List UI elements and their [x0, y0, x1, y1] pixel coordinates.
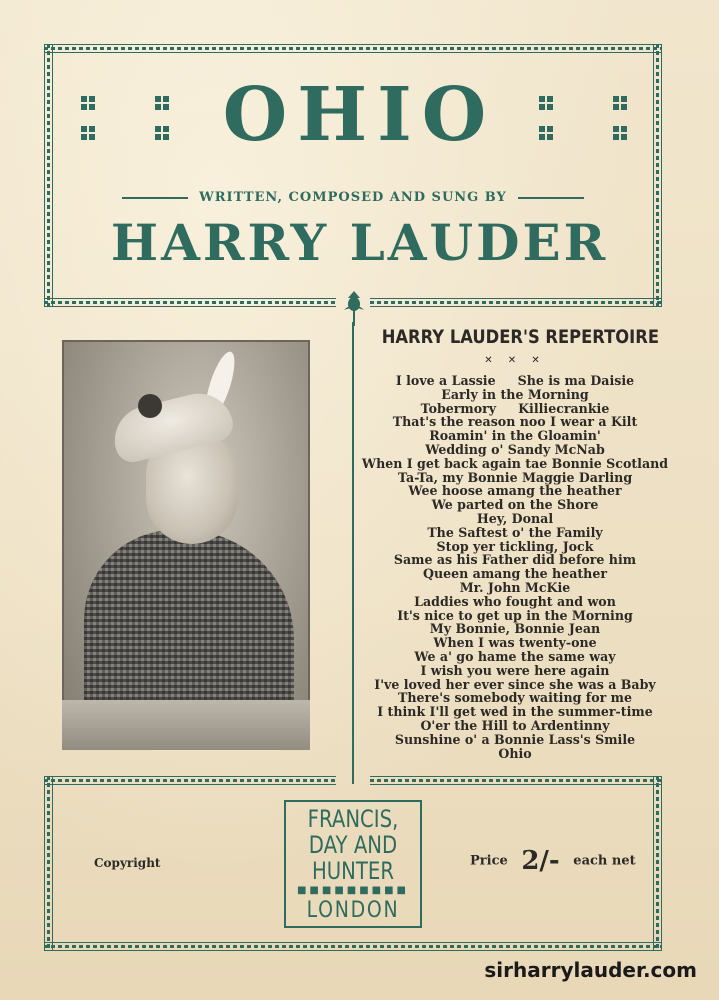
website-watermark: sirharrylauder.com — [484, 958, 697, 982]
thistle-icon — [341, 290, 367, 326]
song-title-item: Laddies who fought and won — [414, 593, 616, 609]
song-title-item: Queen amang the heather — [422, 566, 607, 582]
bottom-frame-top-edge — [44, 776, 336, 785]
song-title-item: I love a Lassie — [395, 373, 496, 388]
price-value: 2/- — [521, 846, 560, 876]
repertoire-heading: HARRY LAUDER'S REPERTOIRE — [381, 326, 659, 348]
song-title-item: I wish you were here again — [420, 662, 610, 678]
song-title-item: I've loved her ever since she was a Baby — [374, 676, 656, 692]
song-title-item: Hey, Donal — [476, 510, 554, 526]
song-title-item: It's nice to get up in the Morning — [397, 607, 633, 623]
publisher-line-4: LONDON — [306, 898, 400, 923]
top-frame-top-edge — [44, 44, 662, 53]
song-title-item: She is ma Daisie — [517, 373, 635, 388]
song-title: OHIO — [222, 72, 497, 158]
song-title-item: Wee hoose amang the heather — [408, 483, 622, 499]
bottom-frame-right-edge — [653, 776, 662, 951]
song-title-item: Early in the Morning — [441, 386, 589, 402]
top-frame-bottom-edge — [44, 298, 336, 307]
song-title-item: Wedding o' Sandy McNab — [425, 441, 605, 457]
price-label: Price — [470, 853, 508, 869]
copyright-label: Copyright — [94, 856, 161, 870]
publisher-separator: ■■■■■■■■■ — [296, 885, 410, 896]
song-row-pair — [358, 402, 672, 416]
publisher-line-1: FRANCIS, — [307, 805, 399, 833]
portrait-chair — [62, 700, 310, 750]
song-title-item: When I was twenty-one — [433, 635, 597, 651]
author-name: HARRY LAUDER — [110, 213, 609, 272]
repertoire-ornament: ✕ ✕ ✕ — [484, 355, 546, 366]
song-title-item: Killiecrankie — [518, 400, 610, 416]
song-title-item: When I get back again tae Bonnie Scotland — [361, 455, 669, 471]
bottom-frame-top-edge-right — [370, 776, 662, 785]
bottom-frame-left-edge — [44, 776, 53, 951]
song-title-item: We a' go hame the same way — [414, 648, 616, 664]
song-title-item: Same as his Father did before him — [393, 552, 637, 568]
song-title-item: O'er the Hill to Ardentinny — [420, 717, 610, 733]
song-title-item: I think I'll get wed in the summer-time — [377, 704, 653, 720]
song-title-item: The Saftest o' the Family — [427, 524, 603, 540]
song-title-item: We parted on the Shore — [431, 497, 599, 513]
song-title-item: Roamin' in the Gloamin' — [429, 428, 601, 444]
song-title-item: Stop yer tickling, Jock — [436, 538, 594, 554]
price-suffix: each net — [573, 853, 636, 869]
song-title-item: Mr. John McKie — [459, 579, 571, 595]
publisher-line-3: HUNTER — [311, 857, 395, 885]
portrait-pompom — [138, 394, 162, 418]
publisher-line-2: DAY AND — [308, 831, 398, 859]
song-row-pair — [358, 374, 672, 388]
top-frame-bottom-edge-right — [370, 298, 662, 307]
subtitle-row — [122, 186, 584, 210]
song-title-item: That's the reason noo I wear a Kilt — [392, 414, 638, 430]
subtitle-rule-right — [518, 197, 584, 199]
song-title-item: Ta-Ta, my Bonnie Maggie Darling — [397, 469, 633, 485]
portrait-photo — [62, 340, 310, 750]
center-divider — [352, 322, 354, 784]
subtitle-text: WRITTEN, COMPOSED AND SUNG BY — [199, 190, 507, 205]
song-title-item: Ohio — [498, 745, 532, 761]
publisher-logo — [284, 800, 422, 928]
song-title-item: There's somebody waiting for me — [398, 690, 632, 706]
repertoire-list — [358, 374, 672, 760]
price — [470, 846, 636, 876]
song-title-item: Tobermory — [420, 400, 497, 416]
bottom-frame-bottom-edge — [44, 942, 662, 951]
song-title-item: Sunshine o' a Bonnie Lass's Smile — [394, 731, 636, 747]
song-title-item: My Bonnie, Bonnie Jean — [429, 621, 601, 637]
